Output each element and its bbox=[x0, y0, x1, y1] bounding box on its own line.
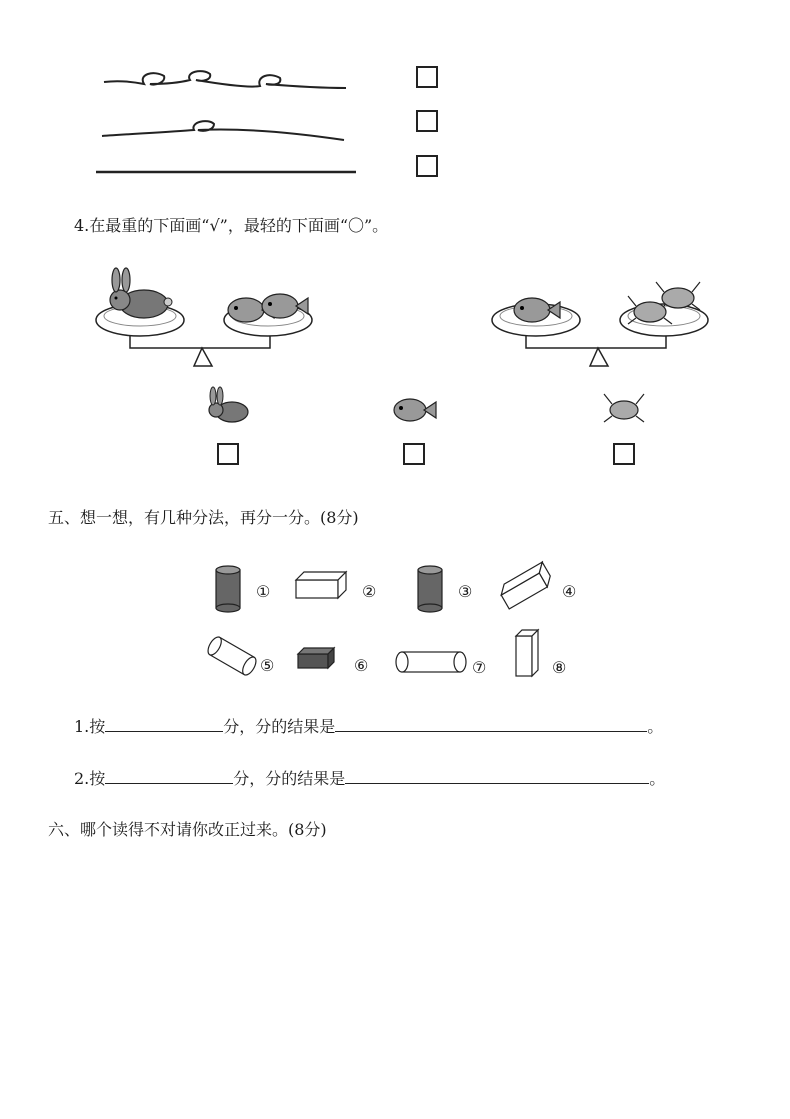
blank-criterion-1[interactable] bbox=[105, 715, 223, 732]
classify-line-1-mid: 分，分的结果是 bbox=[223, 717, 336, 736]
cuboid-shape bbox=[296, 572, 346, 598]
shape-label-2: ② bbox=[362, 582, 377, 601]
answer-box-line-1[interactable] bbox=[416, 66, 438, 88]
classify-line-2-end: 。 bbox=[649, 769, 666, 788]
cylinder-shape bbox=[216, 566, 240, 612]
shape-label-4: ④ bbox=[562, 582, 577, 601]
blank-result-2[interactable] bbox=[345, 767, 649, 784]
classify-line-1-end: 。 bbox=[647, 717, 664, 736]
answer-box-rabbit[interactable] bbox=[217, 443, 239, 465]
fish-icon bbox=[390, 390, 440, 430]
shape-label-6: ⑥ bbox=[354, 656, 369, 675]
cuboid-shape bbox=[516, 630, 538, 676]
curly-line-one-loop bbox=[102, 121, 344, 140]
blank-criterion-2[interactable] bbox=[105, 767, 233, 784]
answer-box-crab[interactable] bbox=[613, 443, 635, 465]
shape-label-7: ⑦ bbox=[472, 658, 487, 677]
classify-line-2-mid: 分，分的结果是 bbox=[233, 769, 346, 788]
shape-label-1: ① bbox=[256, 582, 271, 601]
cuboid-shape bbox=[298, 648, 334, 668]
blank-result-1[interactable] bbox=[335, 715, 647, 732]
answer-box-line-2[interactable] bbox=[416, 110, 438, 132]
answer-box-line-3[interactable] bbox=[416, 155, 438, 177]
classify-line-1-prefix: 1.按 bbox=[74, 717, 106, 736]
classify-line-2 bbox=[74, 767, 665, 789]
line-comparison-figure bbox=[90, 60, 390, 190]
cylinder-shape bbox=[396, 652, 466, 672]
balance-scale-right bbox=[490, 266, 720, 376]
classify-line-2-prefix: 2.按 bbox=[74, 769, 106, 788]
balance-scale-left bbox=[94, 266, 324, 376]
shape-label-5: ⑤ bbox=[260, 656, 275, 675]
rabbit-icon bbox=[110, 268, 172, 318]
section-6-title: 六、哪个读得不对请你改正过来。(8分) bbox=[48, 820, 327, 839]
shape-label-3: ③ bbox=[458, 582, 473, 601]
classify-line-1 bbox=[74, 715, 663, 737]
shape-label-8: ⑧ bbox=[552, 658, 567, 677]
cylinder-shape bbox=[205, 635, 258, 677]
curly-line-three-loops bbox=[104, 71, 346, 88]
question-4-label: 4.在最重的下面画“√”，最轻的下面画“〇”。 bbox=[74, 216, 389, 235]
section-5-title: 五、想一想，有几种分法，再分一分。(8分) bbox=[48, 508, 359, 527]
rabbit-icon bbox=[204, 386, 254, 426]
answer-box-fish[interactable] bbox=[403, 443, 425, 465]
crab-icon bbox=[600, 388, 650, 428]
cylinder-shape bbox=[418, 566, 442, 612]
cuboid-shape bbox=[497, 562, 554, 609]
